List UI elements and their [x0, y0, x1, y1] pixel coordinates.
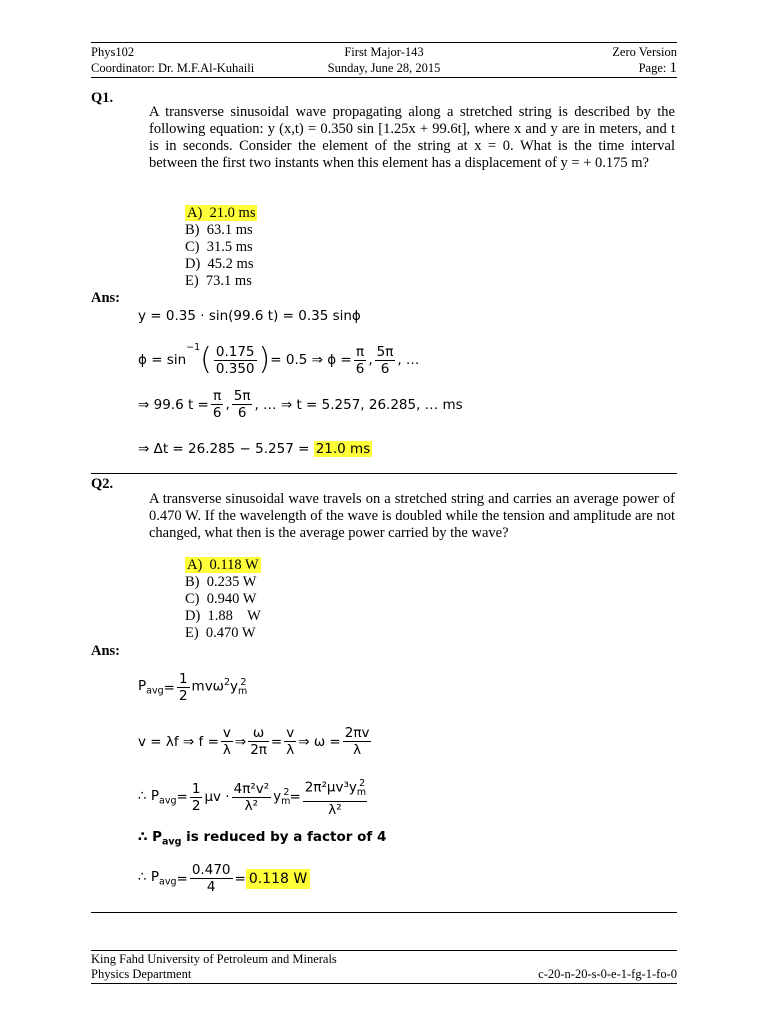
q2-choice-c: C) 0.940 W: [185, 591, 257, 607]
page-footer: [91, 950, 677, 984]
q2-choice-e: E) 0.470 W: [185, 625, 256, 641]
q1-choice-d: D) 45.2 ms: [185, 256, 254, 272]
q1-choice-b: B) 63.1 ms: [185, 222, 253, 238]
exam-title: First Major-143: [344, 45, 424, 59]
q2-choices: [185, 557, 261, 642]
q1-text: A transverse sinusoidal wave propagating along a stretched string is described by the following equation: y (x,t) = 0.350 sin [1.25x + 99.6t], where x and y are in meters, and t is in seconds. Consider the element of the string at x = 0. What is the time interval between the first two instants when this element has a displacement of y = + 0.175 m?: [149, 104, 675, 171]
q2-eq4: ∴ $P_{avg}$ is reduced by a factor of 4: [138, 829, 387, 848]
q2-eq5: ∴ $P_{avg}=$ $\frac{0.470}{4}$ =0.118 W: [138, 862, 310, 895]
page-header: [91, 42, 677, 78]
q1-choices: [185, 205, 257, 290]
q1-label: Q1.: [91, 90, 114, 106]
version-code: c-20-n-20-s-0-e-1-fg-1-fo-0: [538, 967, 677, 981]
q2-eq1: $P_{avg}=$ $\frac{1}{2}$ $mv\omega^2y_m^2$: [138, 671, 248, 704]
university-name: King Fahd University of Petroleum and Minerals: [91, 952, 337, 966]
q2-eq3: ∴ $P_{avg}=$ $\frac{1}{2}$ μv · $\frac{\text{4π²v²}}{\text{λ²}}$ $y_m^2=$ $\frac{2\pi^2\mu v^3y_m^2}{\text{λ²}}$: [138, 778, 367, 819]
q2-choice-b: B) 0.235 W: [185, 574, 257, 590]
q2-eq2: v = λf ⇒ f = $\frac{v}{\lambda}$ ⇒ $\frac{\omega}{2\pi}$ = $\frac{v}{\lambda}$ ⇒ ω = $\frac{2\pi v}{\lambda}$: [138, 725, 370, 758]
q1-choice-c: C) 31.5 ms: [185, 239, 253, 255]
q2-text: A transverse sinusoidal wave travels on a stretched string and carries an average power of 0.470 W. If the wavelength of the wave is doubled while the tension and amplitude are not changed, what then is the average power carried by the wave?: [149, 491, 675, 541]
q1-eq4: ⇒ Δt = 26.285 − 5.257 = 21.0 ms: [138, 441, 371, 457]
coordinator: Coordinator: Dr. M.F.Al-Kuhaili: [91, 61, 255, 75]
version-label: Zero Version: [612, 45, 677, 59]
course-code: Phys102: [91, 45, 135, 59]
q1-eq1: y = 0.35 · sin(99.6 t) = 0.35 sinϕ: [138, 308, 361, 324]
exam-date: Sunday, June 28, 2015: [327, 61, 441, 75]
q1-ans-label: Ans:: [91, 290, 121, 306]
q1-choice-a: A) 21.0 ms: [187, 205, 256, 221]
bottom-divider: [91, 912, 677, 913]
q1-eq2: $\phi = \sin^{-1}$( $\frac{0.175}{0.350}$ )= 0.5 ⇒ ϕ = $\frac{\pi}{6}$ , $\frac{5\pi}{6}$ , …: [138, 342, 420, 377]
q2-choice-d: D) 1.88 W: [185, 608, 261, 624]
q2-label: Q2.: [91, 476, 114, 492]
q1-eq3: ⇒ 99.6 t = $\frac{\pi}{6}$ , $\frac{5\pi}{6}$ , … ⇒ t = 5.257, 26.285, … ms: [138, 388, 463, 421]
q1-choice-e: E) 73.1 ms: [185, 273, 252, 289]
department-name: Physics Department: [91, 967, 192, 981]
q2-final-answer: 0.118 W: [246, 869, 310, 889]
q1-final-answer: 21.0 ms: [315, 441, 371, 457]
q2-ans-label: Ans:: [91, 643, 121, 659]
q2-choice-a: A) 0.118 W: [187, 557, 259, 573]
page-indicator: Page: 1: [638, 60, 677, 76]
divider: [91, 473, 677, 474]
